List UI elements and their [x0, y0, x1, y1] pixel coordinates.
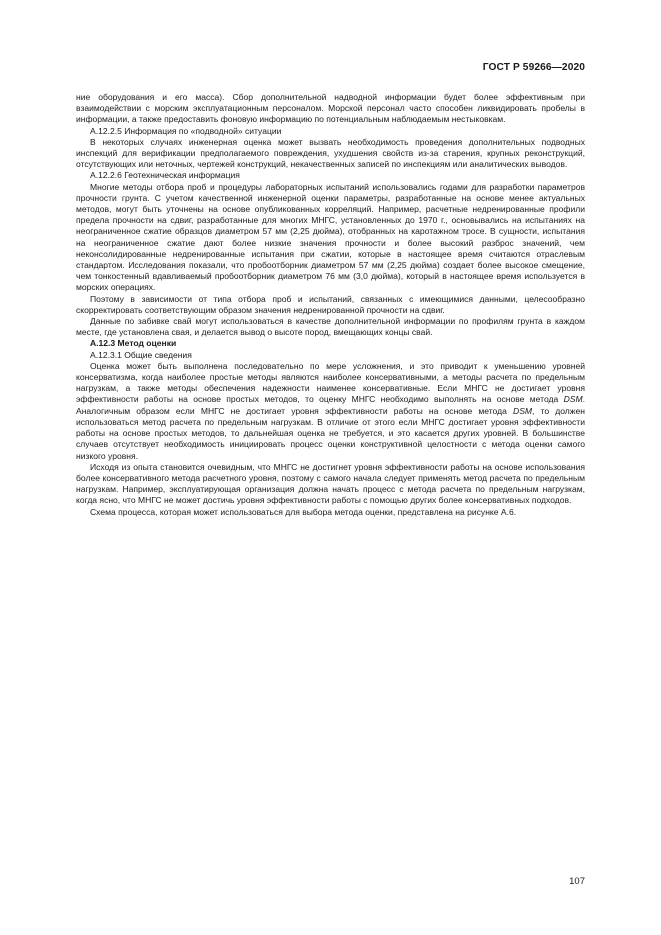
- paragraph-experience: Исходя из опыта становится очевидным, что МНГС не достигнет уровня эффективности работы на основе использования более консервативного метода расчетного уровня, поэтому с самого начала следует применять метод расчета по предельным нагрузкам. Например, эксплуатирующая организация должна начать процесс с метода расчета по предельным нагрузкам, когда ясно, что МНГС не может достичь уровня эффективности работы с помощью других более консервативных подходов.: [76, 461, 585, 506]
- paragraph-geotechnical-methods: Многие методы отбора проб и процедуры лабораторных испытаний использовались годами для разработки параметров прочности грунта. С учетом качественной инженерной оценки параметры, разработанные на основе менее актуальных методов, могут быть уточнены на основе опубликованных корреляций. Например, расчетные недренированные профили предела прочности на сдвиг, разработанные для многих МНГС, установленных до 1970 г., основывались на испытаниях на неограниченное сжатие образцов диаметром 57 мм (2,25 дюйма), отобранных на каротажном тросе. В сущности, испытания на неограниченное сжатие дают более низкие значения прочности и более высокий разброс значений, чем неконсолидированные недренированные испытания при сжатии, которые в настоящее время считаются отраслевым стандартом. Исследования показали, что пробоотборник диаметром 57 мм (2,25 дюйма) создает более высокое смещение, чем тонкостенный вдавливаемый пробоотборник диаметром 76 мм (3,0 дюйма), который в настоящее время используется в морских операциях.: [76, 181, 585, 293]
- paragraph-strength-correction: Поэтому в зависимости от типа отбора проб и испытаний, связанных с имеющимися данными, целесообразно скорректировать соответствующим образом значения недренированной прочности на сдвиг.: [76, 293, 585, 315]
- dsm-term: DSM: [563, 394, 583, 405]
- section-heading-a12-2-6: А.12.2.6 Геотехническая информация: [90, 170, 240, 181]
- section-heading-a12-3-1: А.12.3.1 Общие сведения: [90, 349, 192, 360]
- dsm-term: DSM: [513, 405, 533, 416]
- paragraph-assessment-sequence: [76, 361, 585, 462]
- text-run: Оценка может быть выполнена последовательно по мере усложнения, и это приводит к уменьшению уровней консерватизма, когда наиболее простые методы являются наиболее консервативными, а методы расчета по предельным нагрузкам, а также методы обеспечения надежности наименее консервативные. Если МНГС не достигает уровня эффективности работы на основе простых методов, то оценку МНГС необходимо выполнять на основе метода: [76, 360, 585, 405]
- text-run: . Аналогичным образом если МНГС не достигает уровня эффективности работы на основе метода: [76, 394, 585, 416]
- paragraph-underwater-inspection: В некоторых случаях инженерная оценка может вызвать необходимость проведения дополнительных подводных инспекций для верификации предполагаемого повреждения, ухудшения свойств из-за старения, крупных реконструкций, отсутствующих или неточных, чертежей конструкций, некачественных записей по инспекциям или аналитических выводов.: [76, 136, 585, 170]
- paragraph-pile-driving: Данные по забивке свай могут использоваться в качестве дополнительной информации по профилям грунта в каждом месте, где установлена свая, и делается вывод о высоте пород, вмещающих концы свай.: [76, 316, 585, 338]
- standard-designation: ГОСТ Р 59266—2020: [482, 62, 585, 73]
- section-heading-a12-2-5: А.12.2.5 Информация по «подводной» ситуации: [90, 125, 282, 136]
- paragraph-continuation: ние оборудования и его масса). Сбор дополнительной надводной информации будет более эффективным при взаимодействии с морским эксплуатационным персоналом. Морской персонал часто способен ликвидировать пробелы в информации, а также предоставить фоновую информацию по потенциальным наблюдаемым нестыковкам.: [76, 92, 585, 125]
- paragraph-process-scheme: Схема процесса, которая может использоваться для выбора метода оценки, представлена на рисунке А.6.: [90, 506, 517, 517]
- section-heading-a12-3: А.12.3 Метод оценки: [90, 338, 177, 349]
- text-run: , то должен использоваться метод расчета по предельным нагрузкам. В отличие от этого если МНГС достигает уровня эффективности работы на основе простых методов, то дальнейшая оценка не требуется, и это касается других уровней. В большинстве случаев отсутствует необходимость инициировать процесс оценки конструктивной целостности с метода оценки самого низкого уровня.: [76, 405, 585, 461]
- document-body: [76, 92, 585, 518]
- page-number: 107: [569, 876, 585, 887]
